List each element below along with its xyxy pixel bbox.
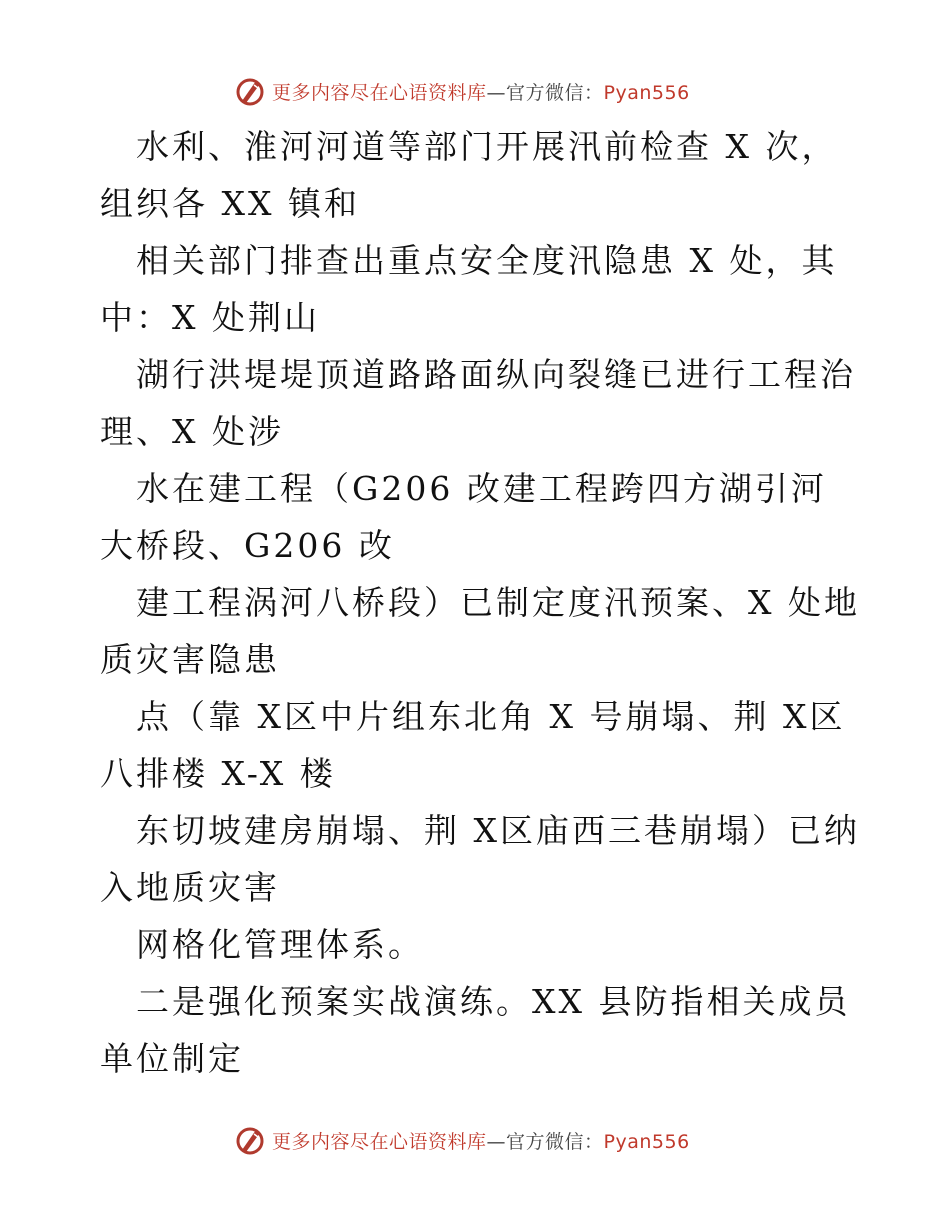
header-watermark — [234, 71, 690, 111]
paragraph: 湖行洪堤堤顶道路路面纵向裂缝已进行工程治理、X 处涉 — [100, 355, 856, 451]
document-body — [100, 118, 860, 1087]
paragraph: 水在建工程（G206 改建工程跨四方湖引河大桥段、G206 改 — [100, 469, 827, 565]
quill-logo-icon — [234, 1124, 266, 1156]
quill-logo-icon — [234, 75, 266, 107]
watermark-wechat-id: Pyan556 — [603, 81, 690, 104]
watermark-red-text: 更多内容尽在心语资料库 — [272, 1130, 487, 1153]
watermark-dash: — — [486, 81, 507, 104]
paragraph: 点（靠 X区中片组东北角 X 号崩塌、荆 X区八排楼 X-X 楼 — [100, 697, 846, 793]
paragraph: 东切坡建房崩塌、荆 X区庙西三巷崩塌）已纳入地质灾害 — [100, 811, 860, 907]
watermark-dash: — — [486, 1130, 507, 1153]
watermark-text — [272, 1127, 690, 1154]
footer-watermark — [234, 1120, 690, 1160]
watermark-red-text: 更多内容尽在心语资料库 — [272, 81, 487, 104]
paragraph: 网格化管理体系。 — [136, 925, 424, 964]
watermark-wechat-id: Pyan556 — [603, 1130, 690, 1153]
watermark-dark-text: 官方微信： — [506, 1130, 604, 1153]
paragraph: 建工程涡河八桥段）已制定度汛预案、X 处地质灾害隐患 — [100, 583, 860, 679]
paragraph: 二是强化预案实战演练。XX 县防指相关成员单位制定 — [100, 982, 851, 1078]
watermark-text — [272, 78, 690, 105]
paragraph: 相关部门排查出重点安全度汛隐患 X 处，其中：X 处荆山 — [100, 241, 838, 337]
paragraph: 水利、淮河河道等部门开展汛前检查 X 次，组织各 XX 镇和 — [100, 127, 838, 223]
watermark-dark-text: 官方微信： — [506, 81, 604, 104]
